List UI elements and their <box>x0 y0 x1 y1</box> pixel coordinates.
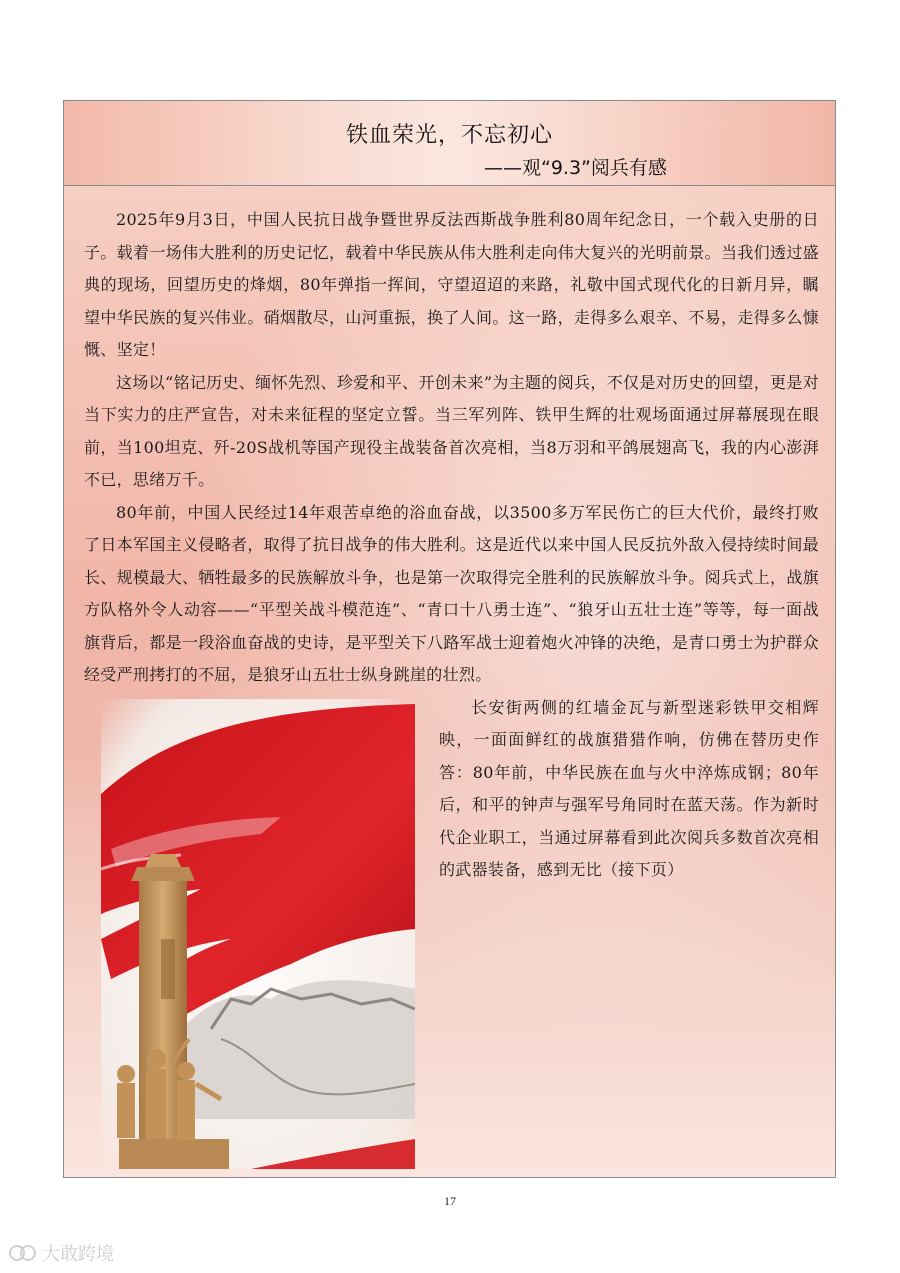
title-box <box>64 101 835 186</box>
watermark <box>8 1240 114 1266</box>
paragraph-3 <box>84 497 819 692</box>
article-title: 铁血荣光，不忘初心 <box>345 123 553 148</box>
flag-monument-illustration <box>101 699 415 1169</box>
paragraph-4: 长安街两侧的红墙金瓦与新型迷彩铁甲交相辉映，一面面鲜红的战旗猎猎作响，仿佛在替历史作答：80年前，中华民族在血与火中淬炼成钢；80年后，和平的钟声与强军号角同时在蓝天荡。作为新时代企业职工，当通过屏幕看到此次阅兵多数首次亮相的武器装备，感到无比（接下页） <box>439 697 819 879</box>
page-number: 17 <box>444 1194 456 1208</box>
article-frame <box>63 100 836 1178</box>
watermark-text: 大敢跨境 <box>42 1244 114 1265</box>
article-subtitle: ——观“9.3”阅兵有感 <box>484 157 667 179</box>
paragraph-1: 2025年9月3日，中国人民抗日战争暨世界反法西斯战争胜利80周年纪念日，一个载入史册的日子。载着一场伟大胜利的历史记忆，载着中华民族从伟大胜利走向伟大复兴的光明前景。当我们透过盛典的现场，回望历史的烽烟，80年弹指一挥间，守望迢迢的来路，礼敬中国式现代化的日新月异，瞩望中华民族的复兴伟业。硝烟散尽，山河重振，换了人间。这一路，走得多么艰辛、不易，走得多么慷慨、坚定！ <box>84 210 819 359</box>
watermark-logo-icon <box>8 1241 38 1265</box>
paragraph-3-text: 80年前，中国人民经过14年艰苦卓绝的浴血奋战，以3500多万军民伤亡的巨大代价，最终打败了日本军国主义侵略者，取得了抗日战争的伟大胜利。这是近代以来中国人民反抗外敌入侵持续时间最长、规模最大、牺牲最多的民族解放斗争，也是第一次取得完全胜利的民族解放斗争。阅兵式上，战旗方队格外令人动容——“平型关战斗模范连”、“青口十八勇士连”、“狼牙山五壮士连”等等，每一面战旗背后，都是一段浴血奋战的史诗，是平型关下八路军战士迎着炮火冲锋的决绝，是青口勇士为护群众经受严刑拷打的不屈，是狼牙山五壮士纵身跳崖的壮烈。 <box>84 502 819 684</box>
paragraph-2: 这场以“铭记历史、缅怀先烈、珍爱和平、开创未来”为主题的阅兵，不仅是对历史的回望，更是对当下实力的庄严宣告，对未来征程的坚定立誓。当三军列阵、铁甲生辉的壮观场面通过屏幕展现在眼前，当100坦克、歼-20S战机等国产现役主战装备首次亮相，当8万羽和平鸽展翅高飞，我的内心澎湃不已，思绪万千。 <box>84 372 819 489</box>
